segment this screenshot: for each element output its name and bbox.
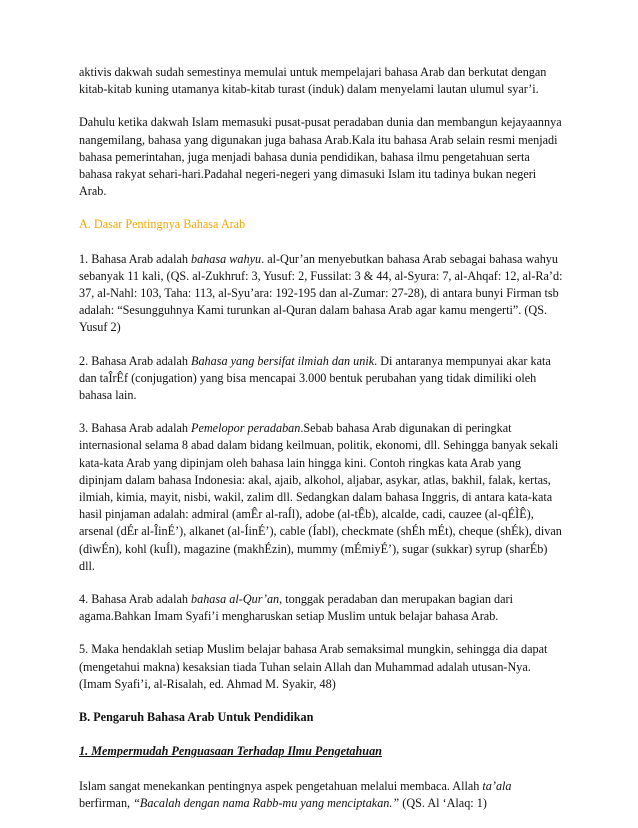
point-2-italic: Bahasa yang bersifat ilmiah dan unik	[191, 353, 375, 368]
point-2-paragraph	[79, 353, 564, 405]
closing-italic-2: “Bacalah dengan nama Rabb-mu yang menciptakan.”	[133, 795, 400, 810]
point-4-text-b: , tonggak peradaban dan merupakan bagian dari agama.Bahkan Imam Syafi’i mengharuskan setiap Muslim untuk belajar bahasa Arab.	[79, 592, 513, 624]
point-3-paragraph	[79, 420, 564, 575]
point-4-text-a: 4. Bahasa Arab adalah	[79, 592, 192, 607]
point-2-text-b: . Di antaranya mempunyai akar kata dan taÎrÊf (conjugation) yang bisa mencapai 3.000 bentuk perubahan yang tidak dimiliki oleh bahasa lain.	[79, 353, 551, 403]
point-4-italic: bahasa al-Qur’an	[191, 592, 280, 607]
point-3-text-a: 3. Bahasa Arab adalah	[79, 421, 192, 436]
closing-paragraph	[79, 778, 564, 812]
section-b-heading: B. Pengaruh Bahasa Arab Untuk Pendidikan	[79, 710, 314, 725]
subsection-1-heading: 1. Mempermudah Penguasaan Terhadap Ilmu Pengetahuan	[79, 744, 382, 759]
point-5-paragraph: 5. Maka hendaklah setiap Muslim belajar bahasa Arab semaksimal mungkin, sehingga dia dapat (mengetahui makna) kesaksian tiada Tuhan selain Allah dan Muhammad adalah utusan-Nya. (Imam Syafi’i, al-Risalah, ed. Ahmad M. Syakir, 48)	[79, 642, 548, 691]
point-1-italic: bahasa wahyu	[191, 251, 262, 266]
intro-paragraph-2: Dahulu ketika dakwah Islam memasuki pusat-pusat peradaban dunia dan membangun kejayaannya nangemilang, bahasa yang digunakan juga bahasa Arab.Kala itu bahasa Arab selain resmi menjadi bahasa pemerintahan, juga menjadi bahasa dunia pendidikan, bahasa ilmu pengetahuan serta bahasa rakyat sehari-hari.Padahal negeri-negeri yang dimasuki Islam itu tadinya bukan negeri Arab.	[79, 115, 562, 199]
closing-text-a: Islam sangat menekankan pentingnya aspek pengetahuan melalui membaca. Allah	[79, 778, 483, 793]
document-page	[79, 64, 564, 828]
closing-text-b: berfirman,	[79, 795, 134, 810]
point-1-text-a: 1. Bahasa Arab adalah	[79, 251, 192, 266]
section-a-heading: A. Dasar Pentingnya Bahasa Arab	[79, 217, 246, 232]
point-2-text-a: 2. Bahasa Arab adalah	[79, 353, 192, 368]
point-1-paragraph	[79, 251, 564, 337]
point-3-text-b: .Sebab bahasa Arab digunakan di peringkat internasional selama 8 abad dalam bidang keilmuan, politik, ekonomi, dll. Sehingga banyak sekali kata-kata Arab yang dipinjam oleh bahasa lain hingga kini. Contoh ringkas kata Arab yang dipinjam dalam bahasa Indonesia: akal, ajaib, alkohol, aljabar, asykar, atlas, bakhil, falak, kertas, ilmiah, kimia, mayit, nisbi, wakil, zalim dll. Sedangkan dalam bahasa Inggris, di antara kata-kata hasil pinjaman adalah: admiral (amÊr al-raÍl), adobe (al-tÊb), alcalde, cadi, cauzee (al-qÉÌÊ), arsenal (dÉr al-ÎinÉ’), alkanet (al-ÍinÉ’), cable (Íabl), checkmate (shÉh mÉt), cheque (shÉk), divan (dìwÉn), kohl (kuÍl), magazine (makhÉzin), mummy (mÉmiyÉ’), sugar (sukkar) syrup (sharÉb) dll.	[79, 421, 562, 573]
closing-text-c: (QS. Al ‘Alaq: 1)	[399, 795, 487, 810]
point-1-text-b: . al-Qur’an menyebutkan bahasa Arab sebagai bahasa wahyu sebanyak 11 kali, (QS. al-Zukhruf: 3, Yusuf: 2, Fussilat: 3 & 44, al-Syura: 7, al-Ahqaf: 12, al-Ra’d: 37, al-Nahl: 103, Taha: 113, al-Syu’ara: 192-195 dan al-Zumar: 27-28), di antara bunyi Firman tsb adalah: “Sesungguhnya Kami turunkan al-Quran dalam bahasa Arab agar kamu mengerti”. (QS. Yusuf 2)	[79, 251, 563, 335]
closing-italic-1: ta’ala	[482, 778, 512, 793]
point-3-italic: Pemelopor peradaban	[191, 421, 301, 436]
intro-paragraph-1: aktivis dakwah sudah semestinya memulai untuk mempelajari bahasa Arab dan berkutat dengan kitab-kitab kuning utamanya kitab-kitab turast (induk) dalam menyelami lautan ulumul syar’i.	[79, 65, 547, 97]
point-4-paragraph	[79, 591, 564, 625]
